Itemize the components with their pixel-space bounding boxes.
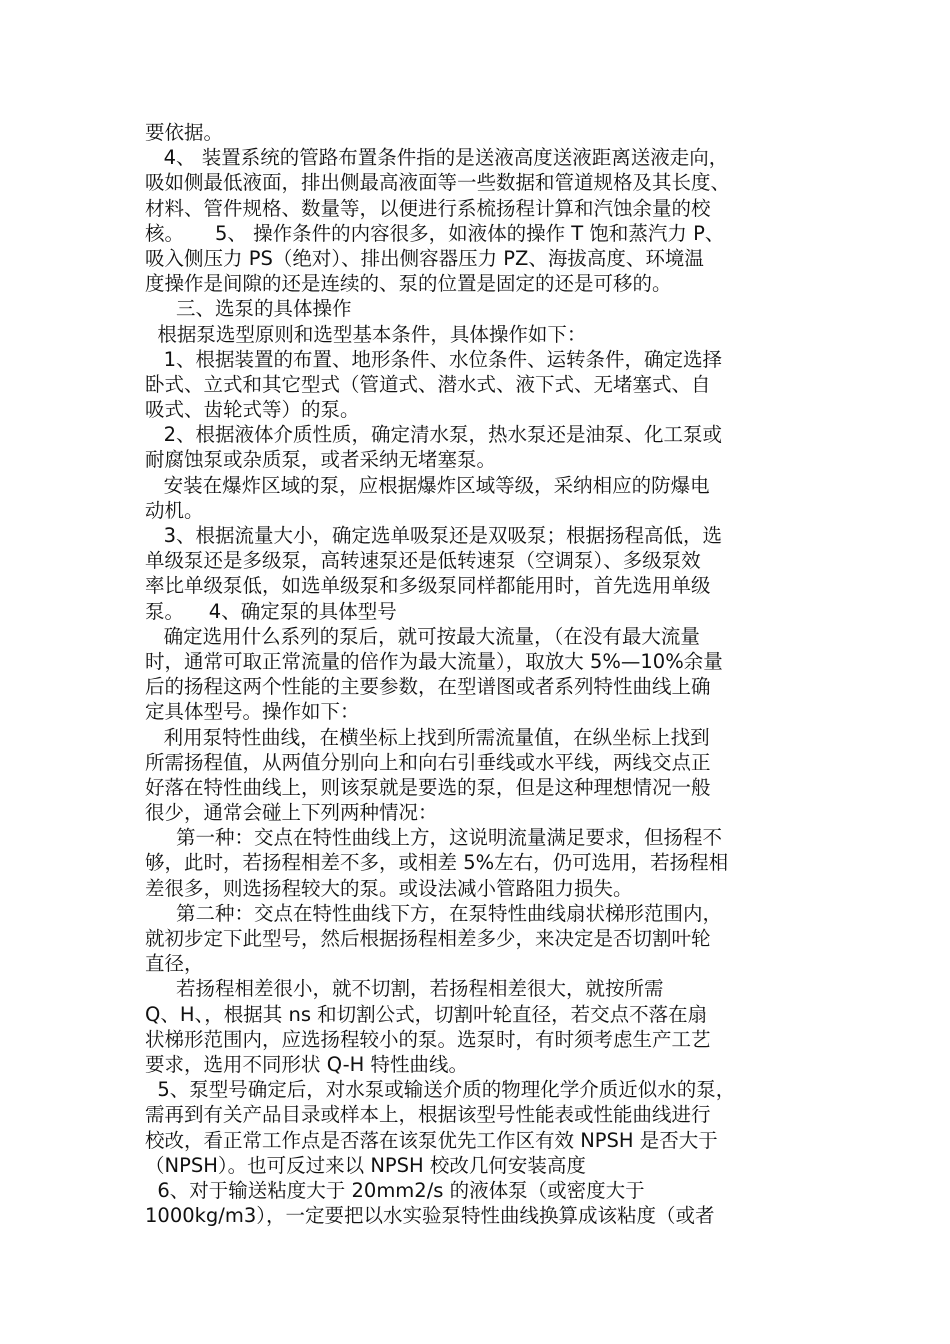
text-line: 安装在爆炸区域的泵，应根据爆炸区域等级，采纳相应的防爆电: [145, 473, 710, 497]
text-line: 第二种：交点在特性曲线下方，在泵特性曲线扇状梯形范围内，: [145, 901, 722, 925]
text-line: 若扬程相差很小，就不切割，若扬程相差很大，就按所需: [145, 977, 664, 1001]
text-line: 材料、管件规格、数量等，以便进行系梳扬程计算和汽蚀余量的校: [145, 196, 711, 220]
text-line: 时，通常可取正常流量的倍作为最大流量），取放大 5%—10%余量: [145, 649, 723, 673]
text-line: 第一种：交点在特性曲线上方，这说明流量满足要求，但扬程不: [145, 826, 722, 850]
text-line: 很少，通常会碰上下列两种情况：: [145, 801, 438, 825]
text-line: 确定选用什么系列的泵后，就可按最大流量，（在没有最大流量: [145, 624, 700, 648]
text-line: 核。 5、 操作条件的内容很多，如液体的操作 T 饱和蒸汽力 P、: [145, 221, 725, 245]
text-line: 吸如侧最低液面，排出侧最高液面等一些数据和管道规格及其长度、: [145, 171, 731, 195]
text-line: 2、根据液体介质性质，确定清水泵，热水泵还是油泵、化工泵或: [145, 423, 723, 447]
document-body: [145, 120, 805, 1228]
text-line: 够，此时，若扬程相差不多，或相差 5%左右，仍可选用，若扬程相: [145, 851, 729, 875]
text-line: 定具体型号。操作如下：: [145, 700, 360, 724]
text-line: 要依据。: [145, 121, 224, 144]
text-line: 率比单级泵低，如选单级泵和多级泵同样都能用时，首先选用单级: [145, 574, 711, 598]
text-line: 卧式、立式和其它型式（管道式、潜水式、液下式、无堵塞式、自: [145, 372, 711, 396]
text-line: 4、 装置系统的管路布置条件指的是送液高度送液距离送液走向，: [145, 146, 729, 170]
text-line: 单级泵还是多级泵，高转速泵还是低转速泵（空调泵）、多级泵效: [145, 549, 701, 573]
text-line: 吸式、齿轮式等）的泵。: [145, 398, 360, 422]
text-line: 根据泵选型原则和选型基本条件，具体操作如下：: [145, 322, 587, 346]
text-line: 直径，: [145, 952, 204, 976]
text-line: 5、泵型号确定后，对水泵或输送介质的物理化学介质近似水的泵，: [145, 1078, 736, 1102]
text-line: 状梯形范围内，应选扬程较小的泵。选泵时，有时须考虑生产工艺: [145, 1027, 711, 1051]
text-line: 需再到有关产品目录或样本上，根据该型号性能表或性能曲线进行: [145, 1103, 711, 1127]
text-line: 3、根据流量大小，确定选单吸泵还是双吸泵；根据扬程高低，选: [145, 524, 723, 547]
text-line: 后的扬程这两个性能的主要参数，在型谱图或者系列特性曲线上确: [145, 675, 711, 699]
section-heading: 三、选泵的具体操作: [145, 297, 352, 321]
text-line: 6、对于输送粘度大于 20mm2/s 的液体泵（或密度大于: [145, 1178, 645, 1202]
text-line: 所需扬程值，从两值分别向上和向右引垂线或水平线，两线交点正: [145, 750, 711, 774]
text-line: 差很多，则选扬程较大的泵。或设法减小管路阻力损失。: [145, 876, 633, 900]
text-line: 好落在特性曲线上，则该泵就是要选的泵，但是这种理想情况一般: [145, 775, 711, 799]
text-line: 要求，选用不同形状 Q-H 特性曲线。: [145, 1052, 468, 1076]
text-line: 吸入侧压力 PS（绝对）、排出侧容器压力 PZ、海拔高度、环境温: [145, 246, 704, 270]
text-line: 利用泵特性曲线，在横坐标上找到所需流量值，在纵坐标上找到: [145, 725, 710, 749]
text-line: 校改，看正常工作点是否落在该泵优先工作区有效 NPSH 是否大于: [145, 1128, 718, 1152]
text-line: 就初步定下此型号，然后根据扬程相差多少，来决定是否切割叶轮: [145, 927, 711, 950]
text-line: 1000kg/m3），一定要把以水实验泵特性曲线换算成该粘度（或者: [145, 1204, 715, 1228]
text-line: 动机。: [145, 498, 204, 522]
text-line: 度操作是间隙的还是连续的、泵的位置是固定的还是可移的。: [145, 272, 672, 296]
text-line: Q、H、，根据其 ns 和切割公式，切割叶轮直径，若交点不落在扇: [145, 1002, 708, 1026]
text-line: 泵。 4、确定泵的具体型号: [145, 599, 397, 623]
text-line: 耐腐蚀泵或杂质泵，或者采纳无堵塞泵。: [145, 448, 497, 472]
text-line: （NPSH）。也可反过来以 NPSH 校改几何安装高度: [145, 1153, 586, 1177]
text-line: 1、根据装置的布置、地形条件、水位条件、运转条件，确定选择: [145, 347, 723, 371]
